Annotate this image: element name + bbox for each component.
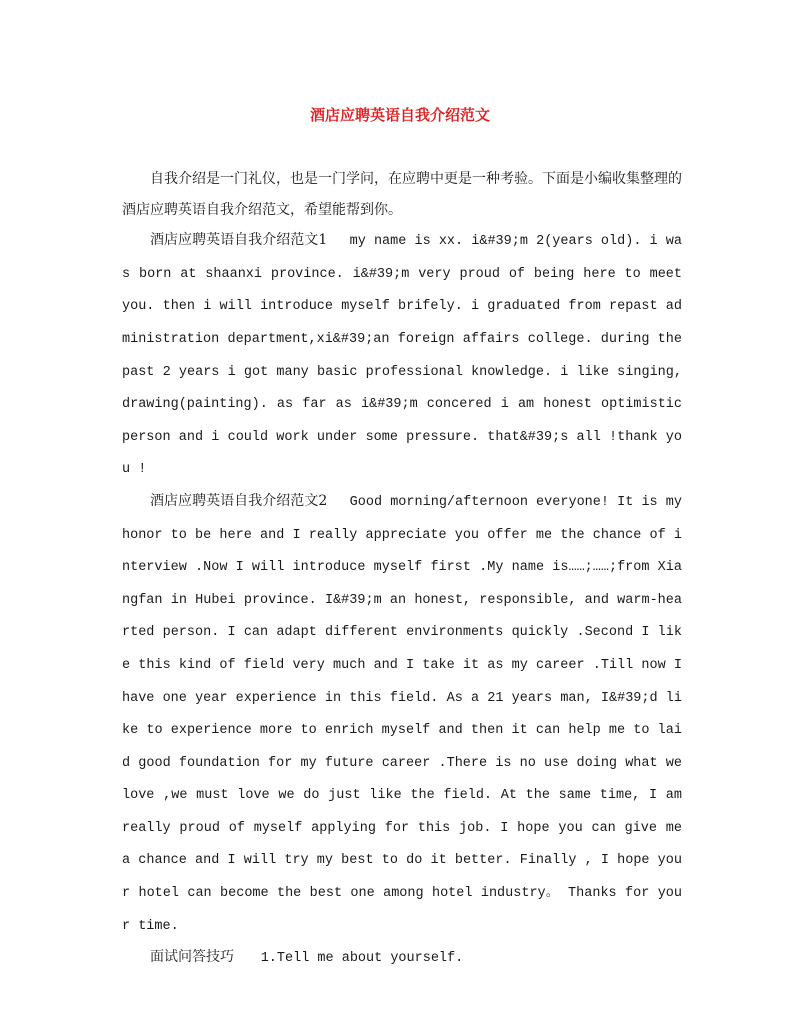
sample2-paragraph <box>122 486 682 942</box>
intro-text: 自我介绍是一门礼仪，也是一门学问，在应聘中更是一种考验。下面是小编收集整理的酒店应聘英语自我介绍范文，希望能帮到你。 <box>122 171 682 218</box>
tips-heading: 面试问答技巧 <box>150 949 234 966</box>
sample1-paragraph <box>122 225 682 486</box>
document-body <box>122 164 682 975</box>
tips-first-question: 1.Tell me about yourself. <box>260 951 464 967</box>
intro-paragraph <box>122 164 682 225</box>
sample1-body: my name is xx. i&#39;m 2(years old). i was born at shaanxi province. i&#39;m very proud of being here to meet you. then i will introduce myself brifely. i graduated from repast administration department,xi&#39;an foreign affairs college. during the past 2 years i got many basic professional knowledge. i like singing,drawing(painting). as far as i&#39;m concered i am honest optimistic person and i could work under some pressure. that&#39;s all !thank you ! <box>122 234 682 478</box>
sample2-body: Good morning/afternoon everyone! It is my honor to be here and I really appreciate you offer me the chance of interview .Now I will introduce myself first .My name is……;……;from Xiangfan in Hubei province. I&#39;m an honest, responsible, and warm-hearted person. I can adapt different environments quickly .Second I like this kind of field very much and I take it as my career .Till now I have one year experience in this field. As a 21 years man, I&#39;d like to experience more to enrich myself and then it can help me to laid good foundation for my future career .There is no use doing what we love ,we must love we do just like the field. At the same time, I am really proud of myself applying for this job. I hope you can give me a chance and I will try my best to do it better. Finally , I hope your hotel can become the best one among hotel industry。 Thanks for your time. <box>122 494 682 934</box>
sample1-heading: 酒店应聘英语自我介绍范文1 <box>150 232 328 249</box>
tips-paragraph <box>122 942 682 975</box>
sample2-heading: 酒店应聘英语自我介绍范文2 <box>150 492 328 509</box>
document-title: 酒店应聘英语自我介绍范文 <box>309 106 490 124</box>
